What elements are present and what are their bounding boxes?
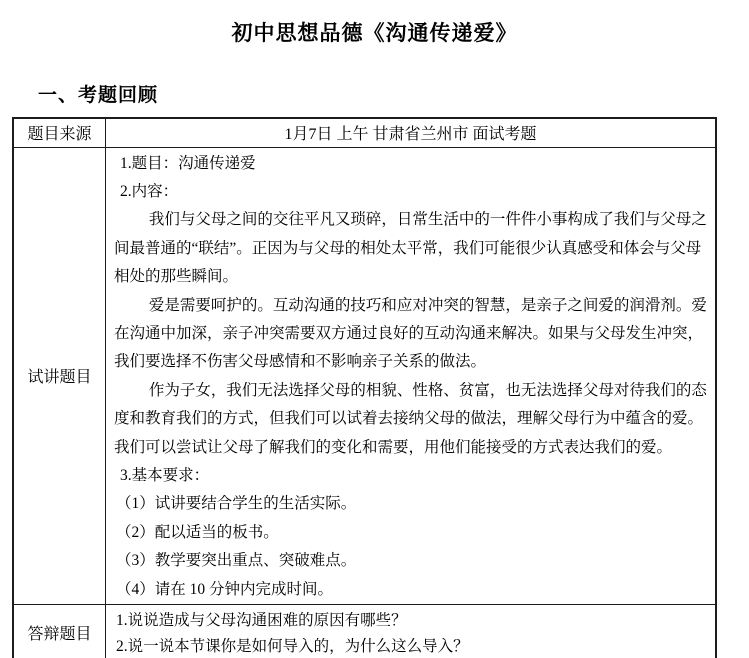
trial-paragraph: 作为子女，我们无法选择父母的相貌、性格、贫富，也无法选择父母对待我们的态度和教育我们的方式，但我们可以试着去接纳父母的做法，理解父母行为中蕴含的爱。我们可以尝试让父母了解我们的变化和需要，用他们能接受的方式表达我们的爱。	[114, 381, 707, 456]
trial-row-label: 试讲题目	[13, 147, 106, 605]
table-row-trial	[13, 147, 716, 605]
table-row-defense	[13, 605, 716, 658]
trial-paragraph: 我们与父母之间的交往平凡又琐碎，日常生活中的一件件小事构成了我们与父母之间最普通的“联结”。正因为与父母的相处太平常，我们可能很少认真感受和体会与父母相处的那些瞬间。	[114, 211, 707, 286]
trial-requirement: （1）试讲要结合学生的生活实际。	[116, 495, 357, 513]
trial-requirements-heading: 3.基本要求：	[120, 466, 210, 484]
trial-requirement: （4）请在 10 分钟内完成时间。	[116, 580, 334, 598]
page-title: 初中思想品德《沟通传递爱》	[231, 21, 518, 45]
trial-topic-line: 1.题目：沟通传递爱	[120, 154, 256, 172]
trial-requirement: （2）配以适当的板书。	[116, 523, 279, 541]
section-heading: 一、考题回顾	[38, 85, 159, 106]
trial-row-content	[106, 147, 717, 605]
trial-requirement: （3）教学要突出重点、突破难点。	[116, 552, 357, 570]
defense-row-label: 答辩题目	[13, 605, 106, 658]
trial-paragraph: 爱是需要呵护的。互动沟通的技巧和应对冲突的智慧，是亲子之间爱的润滑剂。爱在沟通中加深，亲子冲突需要双方通过良好的互动沟通来解决。如果与父母发生冲突，我们要选择不伤害父母感情和不影响亲子关系的做法。	[114, 296, 707, 371]
source-row-label: 题目来源	[13, 118, 106, 147]
defense-row-content	[106, 605, 717, 658]
defense-question: 1.说说造成与父母沟通困难的原因有哪些？	[116, 612, 407, 629]
source-row-value: 1月7日 上午 甘肃省兰州市 面试考题	[106, 118, 717, 147]
trial-content-heading: 2.内容：	[120, 182, 179, 200]
table-row-source	[13, 118, 716, 147]
exam-table	[12, 117, 717, 658]
defense-question: 2.说一说本节课你是如何导入的，为什么这么导入？	[116, 638, 469, 655]
